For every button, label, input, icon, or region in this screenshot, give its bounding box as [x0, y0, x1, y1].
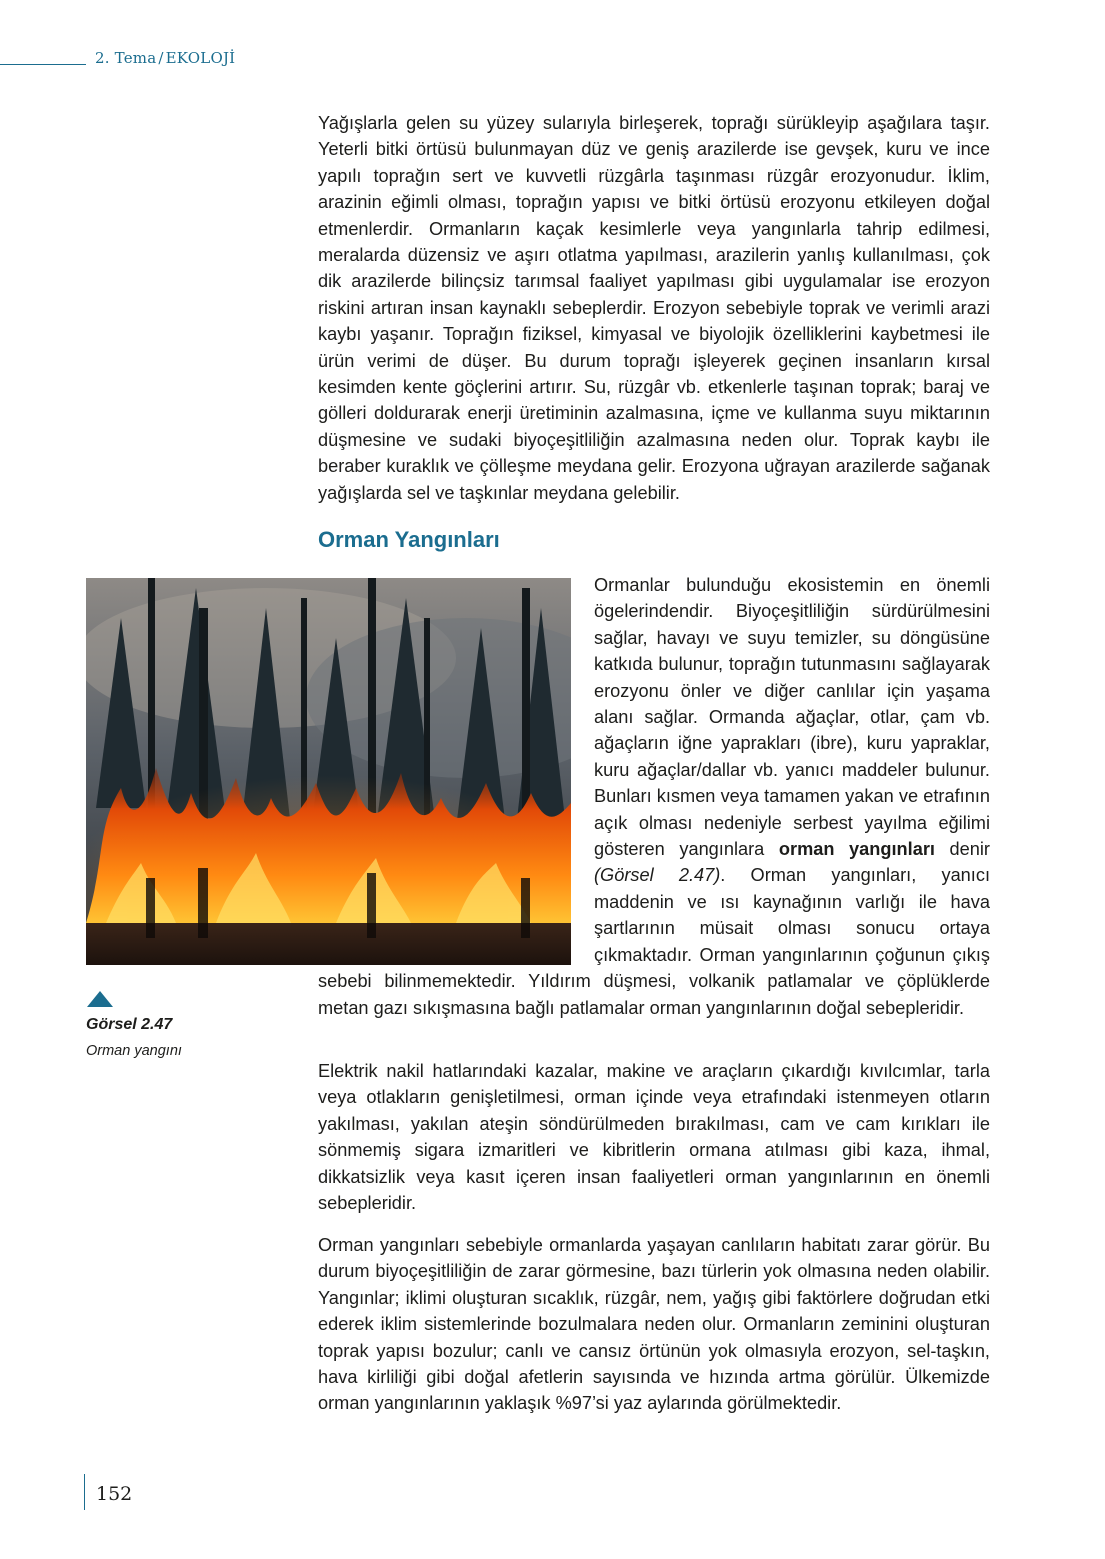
- page-number-rule: [84, 1474, 85, 1510]
- forest-fire-text-end: . Orman yangınları, yanıcı maddenin ve ısı kaynağının varlığı ile hava şartlarının müsait olması sonucu ortaya çıkmaktadır. Orman yangınlarının çoğunun çıkış sebebi bilinmemektedir. Yıldırım düşmesi, volkanik patlamalar ve çöplüklerde metan gazı sıkışmasına bağlı patlamalar orman yangınlarının doğal sebepleridir.: [318, 865, 990, 1018]
- erosion-paragraph: Yağışlarla gelen su yüzey sularıyla birleşerek, toprağı sürükleyip aşağılara taşır. Yeterli bitki örtüsü bulunmayan düz ve geniş arazilerde ise gevşek, kuru ve ince yapılı toprağın sert ve kuvvetli rüzgârla taşınması rüzgâr erozyonudur. İklim, arazinin eğimli olması, toprağın yapısı ve bitki örtüsü erozyonu etkileyen doğal etmenlerdir. Ormanların kaçak kesimlerle veya yangınlarla tahrip edilmesi, meralarda düzensiz ve aşırı otlatma yapılması, arazilerin yanlış kullanılması, çok dik arazilerde bilinçsiz tarımsal faaliyet yapılması gibi uygulamalar ise erozyon riskini artıran insan kaynaklı sebeplerdir. Erozyon sebebiyle toprak ve verimli arazi kaybı yaşanır. Toprağın fiziksel, kimyasal ve biyolojik özelliklerini kaybetmesi ile ürün verimi de düşer. Bu durum toprağı işleyerek geçinen insanların kırsal kesimden kente göçlerini artırır. Su, rüzgâr vb. etkenlerle taşınan toprak; baraj ve gölleri doldurarak enerji üretiminin azalmasına, içme ve kullanma suyu miktarının düşmesine ve sudaki biyoçeşitliliğin azalmasına neden olur. Toprak kaybı ile beraber kuraklık ve çölleşme meydana gelir. Erozyona uğrayan arazilerde sağanak yağışlarda sel ve taşkınlar meydana gelebilir.: [318, 113, 990, 503]
- header-theme: 2. Tema: [95, 49, 157, 67]
- caption-triangle-icon: [87, 991, 113, 1007]
- section-title: Orman Yangınları: [318, 527, 500, 552]
- bold-term-orman-yanginlari: orman yangınları: [778, 839, 935, 860]
- forest-fire-text-start: Ormanlar bulunduğu ekosistemin en önemli ögelerindendir. Biyoçeşitliliğin sürdürülmesini sağlar, havayı ve suyu temizler, su döngüsüne katkıda bulunur, toprağın tutunmasını sağlayarak erozyonu önler ve diğer canlılar için yaşama alanı sağlar. Ormanda ağaçlar, otlar, çam vb. ağaçların iğne yaprakları (ibre), kuru yapraklar, kuru ağaçlar/dallar vb. yanıcı maddeler bulunur. Bunları kısmen veya tamamen yakan ve etrafının açık olması nedeniyle serbest yayılma eğilimi gösteren yangınlara: [594, 575, 990, 860]
- running-header: [95, 49, 235, 67]
- header-rule: [0, 64, 86, 65]
- header-separator: /: [158, 49, 164, 67]
- page-number: 152: [96, 1483, 133, 1505]
- figure-reference: (Görsel 2.47): [594, 865, 721, 886]
- human-causes-paragraph: Elektrik nakil hatlarındaki kazalar, makine ve araçların çıkardığı kıvılcımlar, tarla veya otlakların genişletilmesi, orman içinde veya etrafındaki istenmeyen otların yakılması, yakılan ateşin söndürülmeden bırakılması, cam ve cam kırıkları ile sönmemiş sigara izmaritleri ve kibritlerin ormana atılması gibi kaza, ihmal, dikkatsizlik veya kasıt içeren insan faaliyetleri orman yangınlarının en önemli sebepleridir.: [318, 1061, 990, 1214]
- fire-effects-paragraph: Orman yangınları sebebiyle ormanlarda yaşayan canlıların habitatı zarar görür. Bu durum biyoçeşitliliğin de zarar görmesine, bazı türlerin yok olmasına neden olabilir. Yangınlar; iklimi oluşturan sıcaklık, rüzgâr, nem, yağış gibi faktörlere doğrudan etki ederek iklim sistemlerinde bozulmalara neden olur. Ormanların zeminini oluşturan toprak yapısı bozulur; canlı ve cansız örtünün yok olmasıyla erozyon, sel-taşkın, hava kirliliği gibi doğal afetlerin sayısında ve hızında artma görülür. Ülkemizde orman yangınlarının yaklaşık %97’si yaz aylarında görülmektedir.: [318, 1235, 990, 1414]
- forest-fire-paragraph: [318, 572, 990, 1021]
- figure-spacer: [318, 572, 594, 964]
- header-topic: EKOLOJİ: [165, 49, 236, 67]
- figure-label: Görsel 2.47: [86, 1016, 173, 1033]
- figure-caption: Orman yangını: [86, 1043, 182, 1059]
- forest-fire-text-middle: denir: [934, 839, 990, 860]
